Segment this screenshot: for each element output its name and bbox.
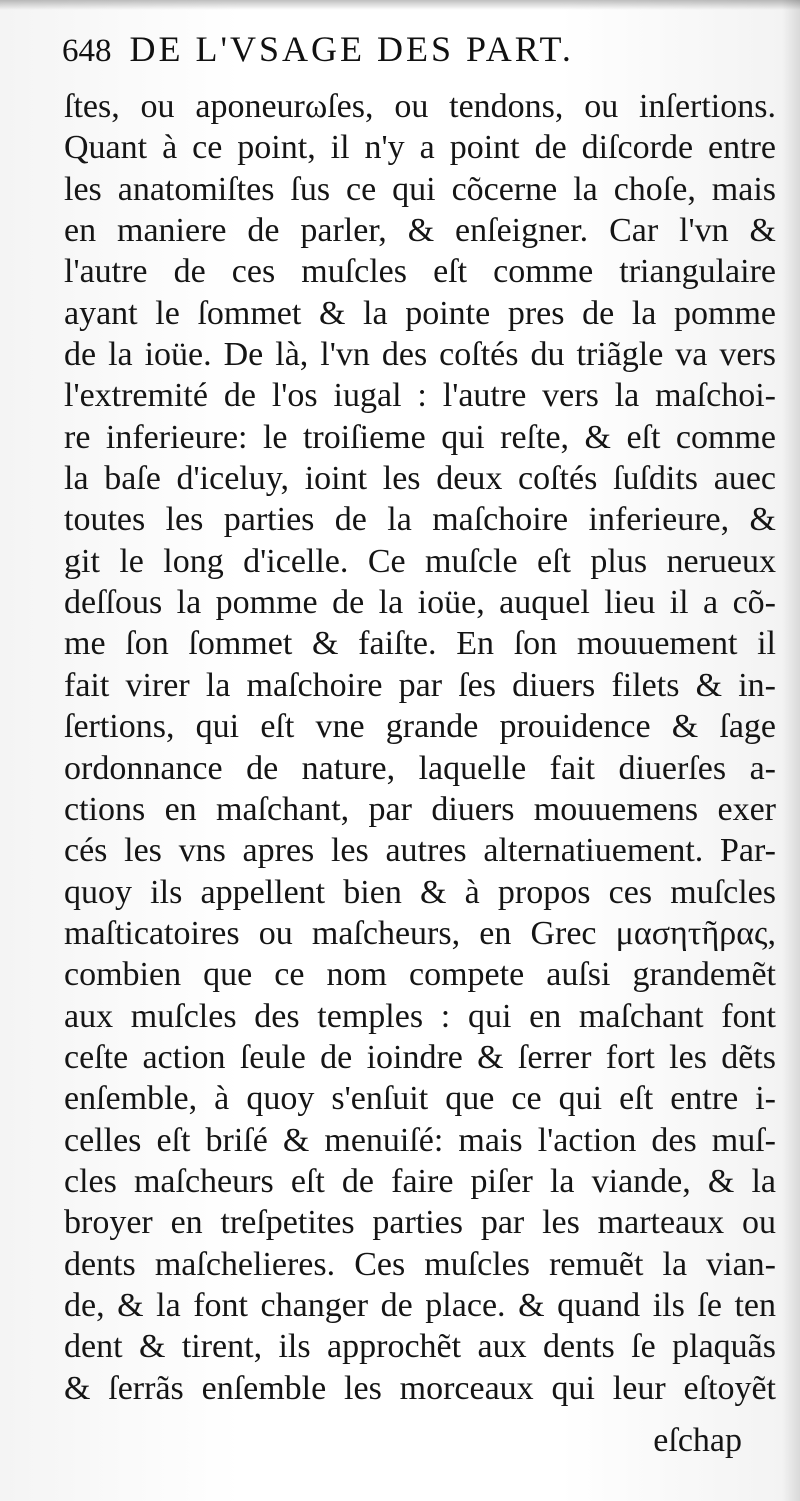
text-line: celles eſt briſé & menuiſé: mais l'action des muſ- xyxy=(64,1121,776,1159)
page-top-shadow xyxy=(0,0,800,10)
text-line: broyer en treſpetites parties par les marteaux ou xyxy=(64,1204,776,1242)
text-line: enſemble, à quoy s'enſuit que ce qui eſt entre i- xyxy=(64,1080,776,1118)
text-line: la baſe d'iceluy, ioint les deux coſtés ſuſdits auec xyxy=(64,460,776,498)
body-text xyxy=(64,86,776,1409)
running-head xyxy=(62,28,762,80)
catchword: eſchap xyxy=(653,1422,742,1459)
text-line: re inferieure: le troiſieme qui reſte, & eſt comme xyxy=(64,418,776,456)
text-line: l'extremité de l'os iugal : l'autre vers la maſchoi- xyxy=(64,377,776,415)
text-line: ſertions, qui eſt vne grande prouidence & ſage xyxy=(64,708,776,746)
text-line: fait virer la maſchoire par ſes diuers filets & in- xyxy=(64,666,776,704)
text-line: & ſerrãs enſemble les morceaux qui leur eſtoyẽt xyxy=(64,1369,776,1407)
text-line: cés les vns apres les autres alternatiuement. Par- xyxy=(64,832,776,870)
text-line: combien que ce nom compete auſsi grandemẽt xyxy=(64,956,776,994)
text-line: git le long d'icelle. Ce muſcle eſt plus nerueux xyxy=(64,542,776,580)
text-line: en maniere de parler, & enſeigner. Car l'vn & xyxy=(64,212,776,250)
text-line: de, & la font changer de place. & quand ils ſe ten xyxy=(64,1286,776,1324)
text-line: cles maſcheurs eſt de faire piſer la viande, & la xyxy=(64,1162,776,1200)
text-line: ſtes, ou aponeurωſes, ou tendons, ou inſertions. xyxy=(64,88,776,125)
text-line: aux muſcles des temples : qui en maſchant font xyxy=(64,997,776,1035)
text-line: dents maſchelieres. Ces muſcles remuẽt la vian- xyxy=(64,1245,776,1283)
page-edge-shadow xyxy=(782,0,800,1501)
text-line: ctions en maſchant, par diuers mouuemens exer xyxy=(64,790,776,828)
text-line: deſſous la pomme de la ioüe, auquel lieu il a cõ- xyxy=(64,584,776,622)
text-line: ordonnance de nature, laquelle fait diuerſes a- xyxy=(64,749,776,787)
text-line: toutes les parties de la maſchoire inferieure, & xyxy=(64,501,776,539)
text-line: maſticatoires ou maſcheurs, en Grec μασητῆρας, xyxy=(64,914,776,952)
running-title: DE L'VSAGE DES PART. xyxy=(129,29,574,69)
page-number: 648 xyxy=(62,33,112,69)
text-line: l'autre de ces muſcles eſt comme triangulaire xyxy=(64,253,776,291)
text-line: ceſte action ſeule de ioindre & ſerrer fort les dẽts xyxy=(64,1038,776,1076)
text-line: ayant le ſommet & la pointe pres de la pomme xyxy=(64,294,776,332)
text-line: Quant à ce point, il n'y a point de diſcorde entre xyxy=(64,129,776,167)
text-line: quoy ils appellent bien & à propos ces muſcles xyxy=(64,873,776,911)
text-line: les anatomiſtes ſus ce qui cõcerne la choſe, mais xyxy=(64,170,776,208)
text-line: de la ioüe. De là, l'vn des coſtés du triãgle va vers xyxy=(64,336,776,374)
text-line: me ſon ſommet & faiſte. En ſon mouuement il xyxy=(64,625,776,663)
text-line: dent & tirent, ils approchẽt aux dents ſe plaquãs xyxy=(64,1328,776,1366)
